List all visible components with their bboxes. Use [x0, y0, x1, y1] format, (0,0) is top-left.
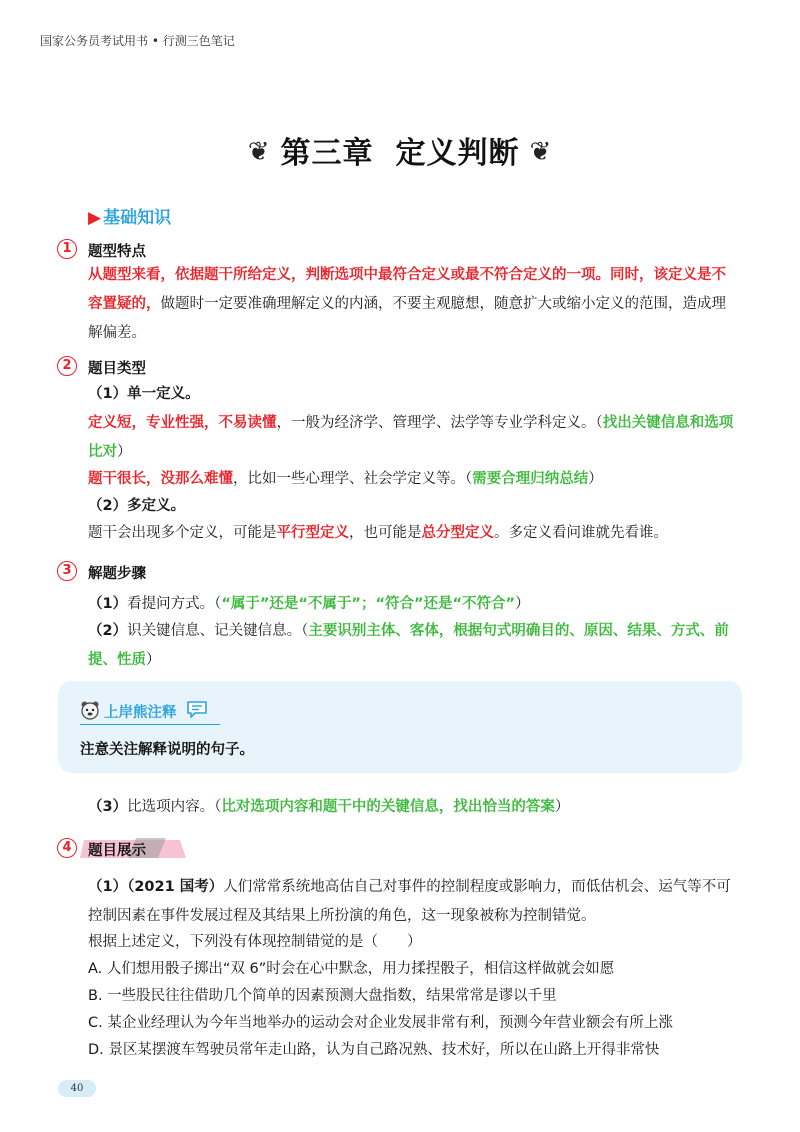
note-title: 上岸熊注释 — [104, 705, 177, 721]
general-specific-definition: 总分型定义 — [421, 525, 494, 541]
chat-bubble-icon — [186, 700, 208, 718]
step-2-num: （2） — [88, 623, 128, 639]
multi-definition-a: 题干会出现多个定义，可能是 — [88, 525, 277, 541]
item-number-3: 3 — [57, 561, 77, 581]
step-2-text: 识关键信息、记关键信息。（ — [127, 623, 309, 639]
note-text: 注意关注解释说明的句子。 — [80, 742, 254, 758]
step-3-tip: 比对选项内容和题干中的关键信息，找出恰当的答案 — [221, 799, 555, 815]
question-prefix: （1）（2021 国考） — [88, 879, 224, 895]
single-definition-label: （1）单一定义。 — [88, 386, 200, 402]
note-box — [58, 681, 742, 773]
right-ornament-icon: ❦ — [529, 137, 553, 167]
parallel-definition: 平行型定义 — [276, 525, 349, 541]
step-3-end: ） — [554, 799, 570, 815]
question-ask: 根据上述定义，下列没有体现控制错觉的是（ ） — [88, 934, 422, 950]
multi-definition-b: ，也可能是 — [349, 525, 422, 541]
section-heading — [88, 203, 171, 228]
item-title-examples: 题目展示 — [88, 843, 146, 859]
step-1-end: ） — [515, 596, 530, 612]
step-2-end: ） — [146, 652, 161, 668]
long-definition-red: 题干很长，没那么难懂 — [88, 471, 233, 487]
step-1-text: 看提问方式。（ — [127, 596, 222, 612]
step-1-num: （1） — [88, 596, 128, 612]
features-normal-text: 做题时一定要准确理解定义的内涵，不要主观臆想，随意扩大或缩小定义的范围，造成理解偏差。 — [88, 296, 726, 341]
step-3 — [88, 793, 738, 822]
running-header: 国家公务员考试用书 • 行测三色笔记 — [40, 34, 235, 48]
step-1-tip: “属于”还是“不属于”；“符合”还是“不符合” — [221, 596, 516, 612]
page-number: 40 — [58, 1080, 96, 1097]
option-a: A. 人们想用骰子掷出“双 6”时会在心中默念，用力揉捏骰子，相信这样做就会如愿 — [88, 961, 615, 977]
question-stem — [88, 873, 738, 931]
step-3-num: （3） — [88, 799, 128, 815]
multi-definition-text — [88, 519, 738, 548]
left-ornament-icon: ❦ — [247, 137, 271, 167]
long-definition-tip: 需要合理归纳总结 — [472, 471, 589, 487]
chapter-name: 定义判断 — [395, 136, 520, 171]
option-d: D. 景区某摆渡车驾驶员常年走山路，认为自己路况熟、技术好，所以在山路上开得非常快 — [88, 1042, 660, 1058]
step-1 — [88, 590, 738, 619]
long-definition-text — [88, 465, 738, 494]
features-red-text: 从题型来看，依据题干所给定义，判断选项中最符合定义或最不符合定义的一项。同时，该定义是不容置疑的， — [88, 267, 726, 312]
option-c: C. 某企业经理认为今年当地举办的运动会对企业发展非常有利，预测今年营业额会有所上涨 — [88, 1015, 673, 1031]
single-definition-tip: 找出关键信息和选项比对 — [88, 415, 734, 460]
bear-mascot-icon — [80, 700, 100, 720]
step-2-tip: 主要识别主体、客体，根据句式明确目的、原因、结果、方式、前提、性质 — [88, 623, 729, 668]
item-number-2: 2 — [57, 356, 77, 376]
item-number-4: 4 — [57, 838, 77, 858]
chapter-title — [0, 128, 800, 172]
multi-definition-c: 。多定义看问谁就先看谁。 — [494, 525, 668, 541]
features-paragraph — [88, 261, 738, 348]
item-title-types: 题目类型 — [88, 361, 146, 377]
section-title: 基础知识 — [103, 208, 172, 228]
item-title-steps: 解题步骤 — [88, 566, 146, 582]
question-text: 人们常常系统地高估自己对事件的控制程度或影响力，而低估机会、运气等不可控制因素在事件发展过程及其结果上所扮演的角色，这一现象被称为控制错觉。 — [88, 879, 731, 924]
step-3-text: 比选项内容。（ — [127, 799, 222, 815]
long-definition-end: ） — [588, 471, 603, 487]
long-definition-normal: ，比如一些心理学、社会学定义等。（ — [233, 471, 473, 487]
single-definition-red: 定义短，专业性强，不易读懂 — [88, 415, 277, 431]
single-definition-text — [88, 409, 738, 467]
item-number-1: 1 — [57, 239, 77, 259]
chapter-number: 第三章 — [280, 136, 374, 171]
multi-definition-label: （2）多定义。 — [88, 498, 186, 514]
single-definition-normal: ，一般为经济学、管理学、法学等专业学科定义。（ — [276, 415, 603, 431]
triangle-marker-icon: ▶ — [88, 208, 102, 228]
item-title-features: 题型特点 — [88, 244, 146, 260]
option-b: B. 一些股民往往借助几个简单的因素预测大盘指数，结果常常是谬以千里 — [88, 988, 557, 1004]
step-2 — [88, 617, 738, 675]
single-definition-end: ） — [117, 444, 132, 460]
